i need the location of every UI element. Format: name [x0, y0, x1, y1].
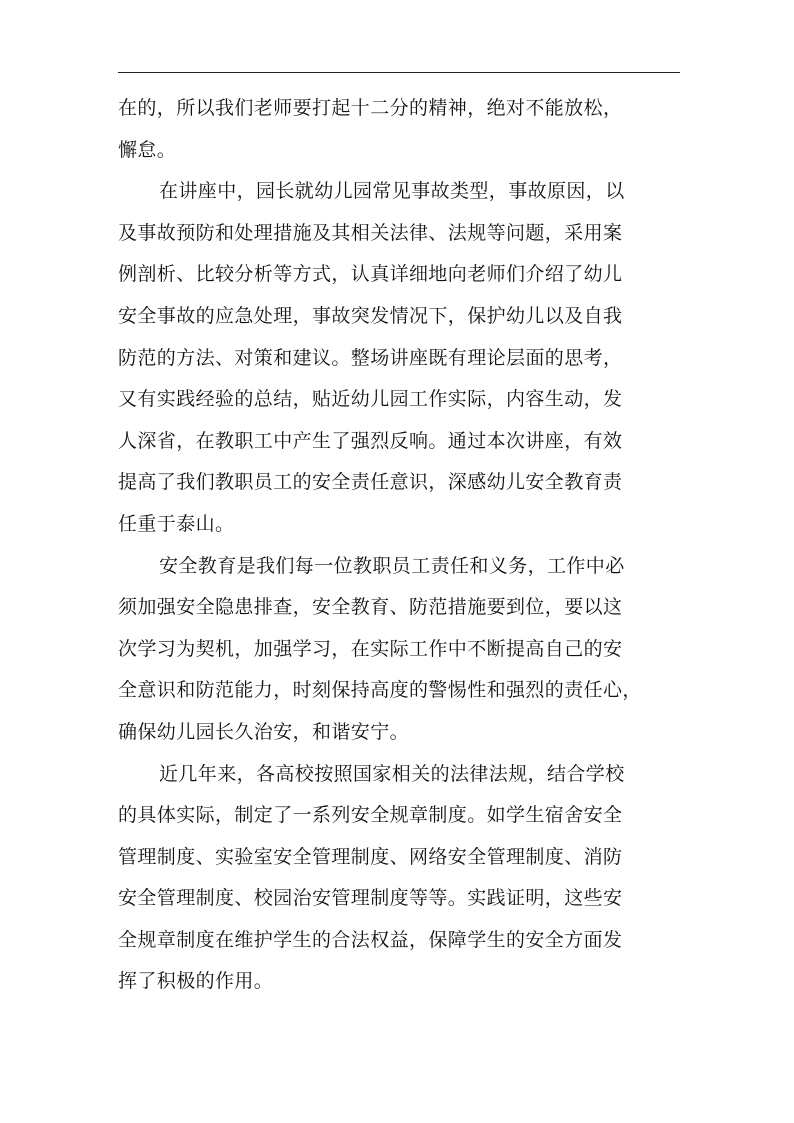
header-rule	[118, 72, 680, 73]
text-line: 任重于泰山。	[118, 512, 235, 535]
text-line: 安全事故的应急处理，事故突发情况下，保护幼儿以及自我	[118, 304, 623, 327]
paragraph-3	[118, 546, 690, 754]
text-line: 及事故预防和处理措施及其相关法律、法规等问题，采用案	[118, 221, 623, 244]
text-line: 挥了积极的作用。	[118, 970, 274, 993]
text-line: 确保幼儿园长久治安，和谐安宁。	[118, 720, 410, 743]
text-line: 例剖析、比较分析等方式，认真详细地向老师们介绍了幼儿	[118, 263, 623, 286]
text-line: 在的，所以我们老师要打起十二分的精神，绝对不能放松，	[118, 97, 623, 119]
text-line: 须加强安全隐患排查，安全教育、防范措施要到位，要以这	[118, 596, 623, 619]
text-line: 全意识和防范能力，时刻保持高度的警惕性和强烈的责任心，	[118, 679, 642, 702]
paragraph-2	[118, 171, 690, 545]
text-line: 防范的方法、对策和建议。整场讲座既有理论层面的思考，	[118, 346, 623, 369]
text-line: 全规章制度在维护学生的合法权益，保障学生的安全方面发	[118, 928, 623, 951]
text-line: 近几年来，各高校按照国家相关的法律法规，结合学校	[159, 762, 625, 785]
text-line: 的具体实际，制定了一系列安全规章制度。如学生宿舍安全	[118, 804, 623, 827]
text-line: 安全管理制度、校园治安管理制度等等。实践证明，这些安	[118, 887, 623, 910]
text-line: 提高了我们教职员工的安全责任意识，深感幼儿安全教育责	[118, 471, 623, 494]
text-line: 懈怠。	[118, 138, 177, 161]
paragraph-4	[118, 754, 690, 1004]
text-line: 次学习为契机，加强学习，在实际工作中不断提高自己的安	[118, 637, 623, 660]
text-line: 又有实践经验的总结，贴近幼儿园工作实际，内容生动，发	[118, 388, 623, 411]
text-line: 人深省，在教职工中产生了强烈反响。通过本次讲座，有效	[118, 429, 623, 452]
document-body	[118, 88, 690, 1003]
text-line: 在讲座中，园长就幼儿园常见事故类型，事故原因，以	[159, 180, 625, 203]
paragraph-1	[118, 88, 690, 171]
text-line: 安全教育是我们每一位教职员工责任和义务，工作中必	[159, 554, 625, 577]
text-line: 管理制度、实验室安全管理制度、网络安全管理制度、消防	[118, 845, 623, 868]
